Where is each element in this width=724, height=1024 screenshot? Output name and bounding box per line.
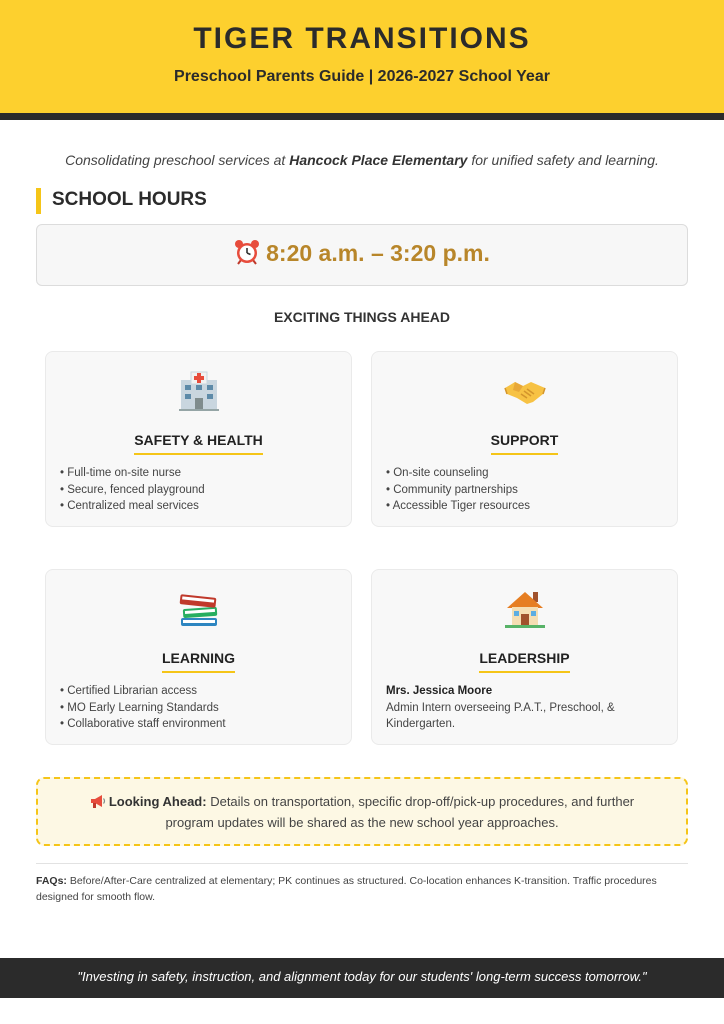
header-banner	[0, 0, 724, 113]
school-hours-box	[36, 224, 688, 286]
header-divider	[0, 113, 724, 120]
handshake-icon	[503, 368, 547, 412]
school-hours-time: 8:20 a.m. – 3:20 p.m.	[266, 240, 490, 266]
list-item: • Full-time on-site nurse	[60, 465, 205, 482]
faq-text	[36, 873, 688, 905]
leader-name: Mrs. Jessica Moore	[386, 685, 493, 697]
list-item: • On-site counseling	[386, 465, 530, 482]
intro-school-name: Hancock Place Elementary	[289, 152, 468, 168]
house-icon	[503, 586, 547, 630]
card-title: SAFETY & HEALTH	[134, 432, 263, 455]
exciting-things-heading: EXCITING THINGS AHEAD	[273, 309, 451, 325]
footer-quote: "Investing in safety, instruction, and alignment today for our students' long-term success tomorrow."	[77, 969, 647, 984]
page-title: TIGER TRANSITIONS	[193, 22, 531, 55]
footer-banner	[0, 958, 724, 998]
books-icon	[177, 586, 221, 630]
leader-description: Admin Intern overseeing P.A.T., Preschool, & Kindergarten.	[386, 701, 615, 730]
intro-after: for unified safety and learning.	[467, 152, 659, 168]
looking-ahead-note	[36, 777, 688, 846]
school-hours-heading: SCHOOL HOURS	[52, 189, 207, 210]
megaphone-icon	[90, 794, 106, 814]
list-item: • Secure, fenced playground	[60, 482, 205, 499]
card-safety-health	[45, 351, 352, 527]
card-list	[60, 465, 205, 515]
card-learning	[45, 569, 352, 745]
card-list	[386, 465, 530, 515]
intro-before: Consolidating preschool services at	[65, 152, 290, 168]
card-support	[371, 351, 678, 527]
card-list	[60, 683, 226, 733]
intro-text	[0, 152, 724, 168]
list-item: • MO Early Learning Standards	[60, 700, 226, 717]
note-label: Looking Ahead:	[108, 794, 207, 809]
card-title: LEARNING	[162, 650, 235, 673]
list-item: • Community partnerships	[386, 482, 530, 499]
section-accent-bar	[36, 188, 41, 214]
list-item: • Collaborative staff environment	[60, 716, 226, 733]
leadership-details	[386, 683, 666, 733]
card-title: SUPPORT	[491, 432, 559, 455]
card-leadership	[371, 569, 678, 745]
divider	[36, 863, 688, 864]
list-item: • Centralized meal services	[60, 498, 205, 515]
list-item: • Accessible Tiger resources	[386, 498, 530, 515]
page-subtitle: Preschool Parents Guide | 2026-2027 School Year	[174, 68, 550, 85]
hospital-icon	[177, 368, 221, 412]
list-item: • Certified Librarian access	[60, 683, 226, 700]
faq-body: Before/After-Care centralized at elementary; PK continues as structured. Co-location enhances K-transition. Traffic procedures designed for smooth flow.	[36, 875, 657, 903]
alarm-clock-icon	[234, 239, 260, 271]
faq-label: FAQs:	[36, 875, 67, 887]
note-text: Details on transportation, specific drop-off/pick-up procedures, and further program updates will be shared as the new school year approaches.	[165, 794, 635, 830]
card-title: LEADERSHIP	[479, 650, 569, 673]
